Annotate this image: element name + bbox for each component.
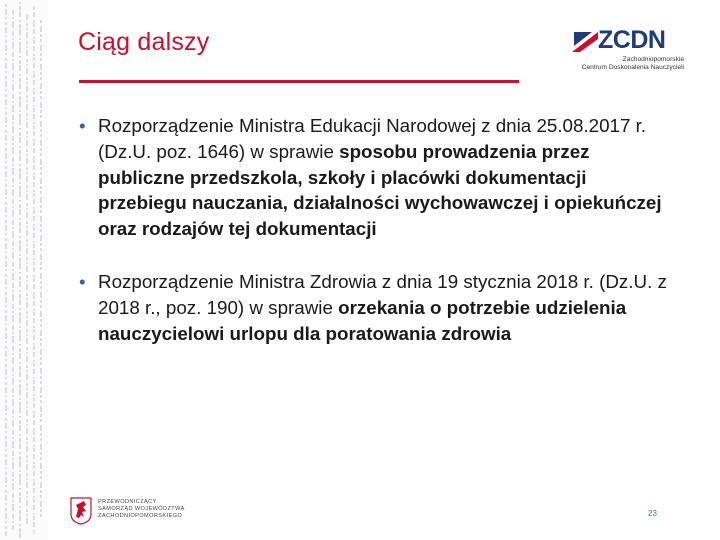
bullet-text-regular: Rozporządzenie Ministra Zdrowia z dnia 19 stycznia 2018 r. (Dz.U. z 2018 r., poz. 190) w sprawie	[98, 270, 667, 318]
logo-subtitle	[572, 56, 684, 72]
bullet-text-bold: orzekania o potrzebie udzielenia nauczycielowi urlopu dla poratowania zdrowia	[98, 296, 627, 344]
page-number: 23	[648, 509, 657, 518]
handwriting-pattern	[0, 0, 48, 540]
title-underline	[79, 80, 519, 83]
footer-line1: PRZEWODNICZĄCY	[98, 499, 157, 505]
zcdn-logo	[572, 28, 684, 74]
footer-line2: SAMORZĄD WOJEWÓDZTWA	[98, 506, 185, 513]
bullet-marker-icon: •	[79, 115, 86, 136]
bullet-text-bold: sposobu prowadzenia przez publiczne przedszkola, szkoły i placówki dokumentacji przebiegu nauczania, działalności wychowawczej i opiekuńczej oraz rodzajów tej dokumentacji	[98, 140, 662, 240]
handwriting-decoration-strip	[0, 0, 48, 540]
logo-subtitle-line2: Centrum Doskonalenia Nauczycieli	[581, 64, 684, 71]
slide-title: Ciąg dalszy	[78, 28, 210, 56]
bullet-marker-icon: •	[79, 270, 86, 292]
bullet-item	[78, 113, 678, 242]
bullet-text-regular: Rozporządzenie Ministra Edukacji Narodowej z dnia 25.08.2017 r. (Dz.U. poz. 1646) w sprawie	[98, 115, 647, 162]
bullet-list	[78, 113, 678, 346]
logo-wordmark: ZCDN	[598, 26, 666, 54]
bullet-item	[78, 269, 678, 346]
footer-line3: ZACHODNIOPOMORSKIEGO	[98, 513, 183, 520]
logo-subtitle-line1: Zachodniopomorskie	[622, 56, 684, 63]
footer-institution	[98, 499, 185, 521]
griffin-emblem-icon	[70, 497, 92, 525]
zcdn-logo-mark-icon	[572, 30, 598, 52]
